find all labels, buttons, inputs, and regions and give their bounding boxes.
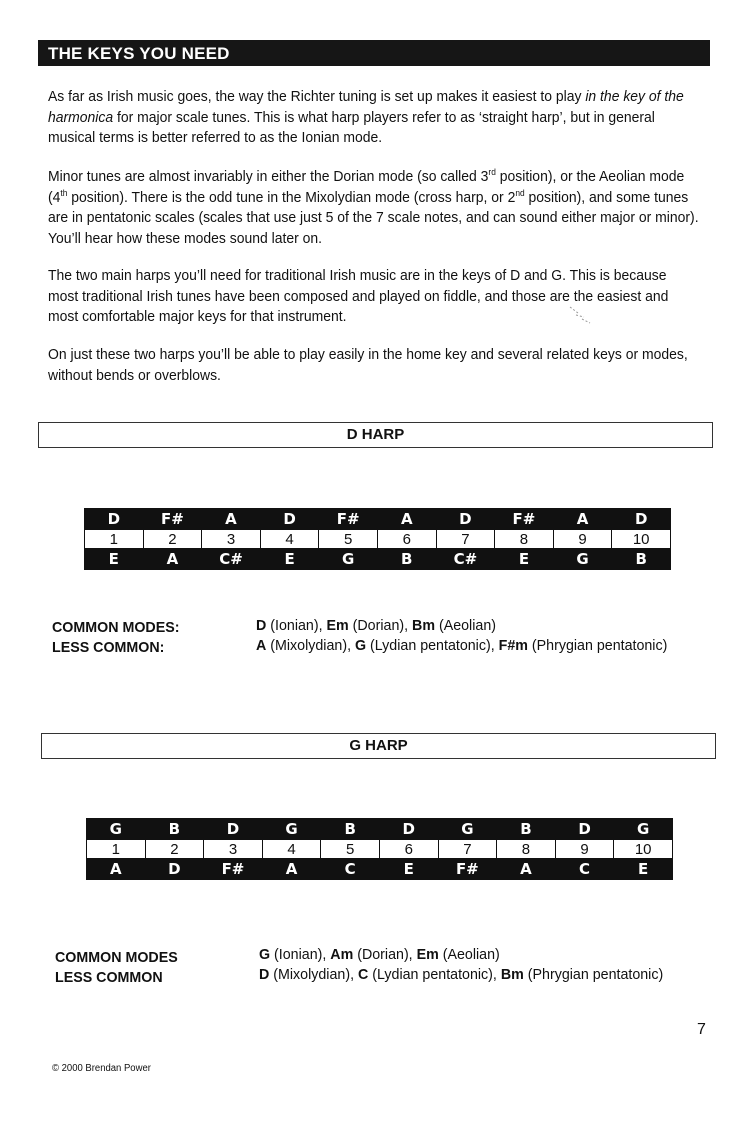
draw-note-cell: C# — [202, 549, 261, 570]
hole-number-cell: 4 — [260, 530, 319, 549]
draw-note-cell: A — [262, 859, 321, 880]
blow-note-cell: F# — [495, 509, 554, 530]
draw-note-cell: D — [145, 859, 204, 880]
blow-note-cell: G — [87, 819, 146, 840]
common-modes-list — [256, 616, 667, 636]
hole-number-cell: 3 — [202, 530, 261, 549]
hole-number-cell: 4 — [262, 840, 321, 859]
blow-note-cell: A — [202, 509, 261, 530]
mode-key: D — [256, 617, 267, 634]
mode-key: Am — [330, 946, 354, 963]
d-harp-mode-labels — [52, 618, 179, 658]
draw-note-cell: A — [87, 859, 146, 880]
blow-note-cell: D — [204, 819, 263, 840]
mode-name: (Ionian), — [270, 946, 331, 963]
text-line — [48, 187, 689, 209]
hole-number-cell: 7 — [436, 530, 495, 549]
intro-paragraph-2 — [48, 167, 699, 249]
blow-note-cell: B — [145, 819, 204, 840]
d-harp-title: D HARP — [346, 426, 405, 443]
text-line: The two main harps you’ll need for traditional Irish music are in the keys of D and G. This is because — [48, 267, 667, 284]
hole-number-cell: 5 — [321, 840, 380, 859]
blow-note-cell: G — [614, 819, 673, 840]
text-run: musical terms is better referred to as the Ionian mode. — [48, 129, 383, 146]
d-harp-mode-values — [256, 616, 667, 656]
d-harp-chart — [84, 508, 671, 570]
d-harp-heading — [38, 422, 713, 448]
mode-key: F#m — [498, 637, 528, 654]
mode-key: D — [259, 966, 270, 983]
text-line: On just these two harps you’ll be able to play easily in the home key and several related keys or modes, — [48, 346, 688, 363]
intro-paragraph-4 — [48, 345, 688, 386]
blow-note-cell: D — [436, 509, 495, 530]
intro-paragraph-1 — [48, 87, 684, 149]
blow-note-cell: F# — [319, 509, 378, 530]
hole-number-cell: 9 — [555, 840, 614, 859]
g-harp-mode-labels — [55, 948, 178, 988]
text-line — [48, 128, 662, 149]
blow-note-cell: D — [612, 509, 671, 530]
text-line: without bends or overblows. — [48, 366, 221, 384]
mode-name: (Mixolydian), — [266, 637, 355, 654]
less-common-list — [256, 636, 667, 656]
common-modes-list — [259, 945, 663, 965]
italic-text: harmonica — [48, 108, 114, 126]
hole-numbers-row — [87, 840, 673, 859]
mode-name: (Lydian pentatonic), — [366, 637, 499, 654]
mode-name: (Dorian), — [348, 617, 413, 634]
mode-key: Em — [416, 946, 439, 963]
text-run: position). There is the odd tune in the Mixolydian mode (cross harp, or 2 — [67, 188, 516, 206]
blow-note-cell: A — [553, 509, 612, 530]
mode-name: (Mixolydian), — [269, 966, 358, 983]
text-run: position), or the Aeolian mode — [495, 168, 685, 185]
draw-note-cell: E — [379, 859, 438, 880]
mode-name: (Dorian), — [353, 946, 417, 963]
draw-note-cell: E — [614, 859, 673, 880]
text-line: You’ll hear how these modes sound later on. — [48, 229, 323, 247]
text-line: are in pentatonic scales (scales that use just 5 of the 7 scale notes, and can sound either major or minor). — [48, 209, 699, 226]
draw-note-cell: E — [495, 549, 554, 570]
blow-note-cell: F# — [143, 509, 202, 530]
g-harp-mode-values — [259, 945, 663, 985]
text-run: Minor tunes are almost invariably in either the Dorian mode (so called 3 — [48, 168, 489, 185]
blow-note-cell: D — [260, 509, 319, 530]
superscript: nd — [515, 187, 525, 198]
text-run: (4 — [48, 188, 61, 206]
common-modes-label: COMMON MODES — [55, 949, 178, 966]
mode-name: (Phrygian pentatonic) — [527, 637, 668, 654]
draw-note-cell: A — [497, 859, 556, 880]
draw-note-cell: E — [85, 549, 144, 570]
draw-note-cell: F# — [438, 859, 497, 880]
blow-note-cell: G — [438, 819, 497, 840]
copyright-notice: © 2000 Brendan Power — [52, 1063, 151, 1074]
draw-notes-row — [85, 549, 671, 570]
g-harp-title: G HARP — [349, 737, 408, 754]
blow-note-cell: G — [262, 819, 321, 840]
blow-note-cell: D — [555, 819, 614, 840]
draw-note-cell: F# — [204, 859, 263, 880]
hole-number-cell: 10 — [612, 530, 671, 549]
blow-notes-row — [85, 509, 671, 530]
page-number: 7 — [697, 1021, 706, 1038]
blow-note-cell: A — [377, 509, 436, 530]
text-line: most comfortable major keys for that instrument. — [48, 308, 347, 325]
text-run: for major scale tunes. This is what harp players refer to as ‘straight harp’, but in general — [113, 108, 655, 126]
hole-number-cell: 1 — [85, 530, 144, 549]
blow-note-cell: B — [497, 819, 556, 840]
text-run: position), and some tunes — [524, 188, 689, 206]
blow-note-cell: D — [379, 819, 438, 840]
hole-number-cell: 2 — [145, 840, 204, 859]
hole-number-cell: 2 — [143, 530, 202, 549]
section-title: THE KEYS YOU NEED — [48, 44, 230, 63]
text-line — [48, 108, 662, 129]
draw-note-cell: G — [319, 549, 378, 570]
text-run: As far as Irish music goes, the way the Richter tuning is set up makes it easiest to play — [48, 88, 586, 105]
text-line — [48, 87, 684, 108]
hole-number-cell: 9 — [553, 530, 612, 549]
section-header — [38, 40, 710, 66]
blow-note-cell: B — [321, 819, 380, 840]
mode-key: Bm — [500, 966, 524, 983]
draw-note-cell: E — [260, 549, 319, 570]
superscript: rd — [488, 167, 496, 177]
less-common-label: LESS COMMON — [55, 969, 163, 986]
hole-number-cell: 1 — [87, 840, 146, 859]
mode-name: (Phrygian pentatonic) — [523, 966, 664, 983]
draw-note-cell: C# — [436, 549, 495, 570]
hole-number-cell: 8 — [497, 840, 556, 859]
draw-note-cell: C — [555, 859, 614, 880]
italic-text: in the key of the — [585, 88, 684, 105]
mode-key: G — [354, 637, 367, 654]
hole-number-cell: 7 — [438, 840, 497, 859]
less-common-list — [259, 965, 663, 985]
draw-note-cell: C — [321, 859, 380, 880]
draw-note-cell: G — [553, 549, 612, 570]
hole-number-cell: 6 — [377, 530, 436, 549]
g-harp-chart — [86, 818, 673, 880]
draw-notes-row — [87, 859, 673, 880]
hole-number-cell: 5 — [319, 530, 378, 549]
less-common-label: LESS COMMON: — [52, 639, 165, 656]
hole-number-cell: 3 — [204, 840, 263, 859]
hole-number-cell: 10 — [614, 840, 673, 859]
pencil-mark — [566, 303, 596, 327]
common-modes-label: COMMON MODES: — [52, 619, 180, 636]
g-harp-heading — [41, 733, 716, 759]
superscript: th — [60, 187, 68, 198]
mode-name: (Aeolian) — [438, 946, 500, 963]
mode-key: C — [357, 966, 369, 983]
mode-key: Em — [326, 617, 349, 634]
hole-numbers-row — [85, 530, 671, 549]
draw-note-cell: B — [612, 549, 671, 570]
text-line: most traditional Irish tunes have been composed and played on fiddle, and those are the easiest and — [48, 287, 669, 305]
mode-key: Bm — [412, 617, 436, 634]
mode-key: G — [259, 946, 271, 963]
hole-number-cell: 6 — [379, 840, 438, 859]
hole-number-cell: 8 — [495, 530, 554, 549]
mode-key: A — [256, 637, 267, 654]
blow-note-cell: D — [85, 509, 144, 530]
blow-notes-row — [87, 819, 673, 840]
draw-note-cell: A — [143, 549, 202, 570]
mode-name: (Ionian), — [266, 617, 327, 634]
text-line — [48, 167, 685, 188]
draw-note-cell: B — [377, 549, 436, 570]
mode-name: (Lydian pentatonic), — [368, 966, 501, 983]
mode-name: (Aeolian) — [435, 617, 496, 634]
